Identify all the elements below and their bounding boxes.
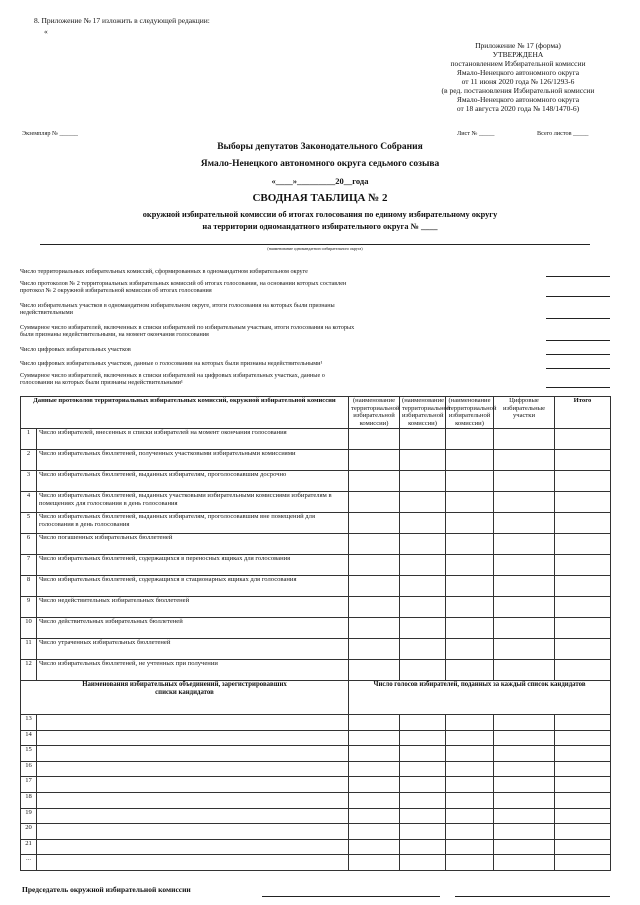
table-row: 7 Число избирательных бюллетеней, содержащихся в переносных ящиках для голосования [21, 555, 611, 576]
table-header: Данные протоколов территориальных избирательных комиссий, окружной избирательной комиссии [21, 397, 349, 429]
summary-item: Число территориальных избирательных комиссий, сформированных в одномандатном избирательном округе [20, 268, 308, 275]
party-row: 17 [21, 777, 611, 793]
election-subtitle: Ямало-Ненецкого автономного округа седьмого созыва [200, 159, 440, 169]
district-name-caption: (наименование одномандатного избирательного округа) [267, 246, 363, 251]
parties-header: Наименования избирательных объединений, зарегистрировавших списки кандидатов [21, 681, 349, 715]
approval-line: Ямало-Ненецкого автономного округа [456, 68, 580, 77]
page-subtitle-1: окружной избирательной комиссии об итогах голосования по единому избирательному округу [142, 210, 498, 219]
table-row: 12 Число избирательных бюллетеней, не учтенных при получении [21, 660, 611, 681]
summary-blank [546, 340, 610, 341]
page-subtitle-2: на территории одномандатного избирательного округа № ____ [202, 222, 438, 231]
table-row: 4 Число избирательных бюллетеней, выданных участковыми избирательными комиссиями избирателям в помещениях для голосования в день голосования [21, 492, 611, 513]
summary-item: Суммарное число избирателей, включенных в списки избирателей по избирательным участкам, итоги голосования на которых были признаны недействительными, на момент окончания голосования [20, 324, 355, 339]
parties-header-row [21, 681, 611, 715]
party-row: 18 [21, 792, 611, 808]
party-row: 19 [21, 808, 611, 824]
col-total: Итого [555, 397, 611, 429]
table-row: 11 Число утраченных избирательных бюллетеней [21, 639, 611, 660]
col-digital: Цифровые избирательные участки [494, 397, 555, 429]
district-name-line [40, 244, 590, 245]
table-row: 1 Число избирателей, внесенных в списки избирателей на момент окончания голосования [21, 429, 611, 450]
party-row: 21 [21, 839, 611, 855]
summary-item: Суммарное число избирателей, включенных в списки избирателей на цифровых избирательных участках, данные о голосовании на которых были признаны недействительными¹ [20, 372, 325, 387]
table-row: 6 Число погашенных избирательных бюллетеней [21, 534, 611, 555]
document-date: «____»_________20__года [271, 176, 369, 186]
col-tik: (наименование территориальной избирательной комиссии) [349, 397, 400, 429]
approval-line: (в ред. постановления Избирательной комиссии [441, 86, 595, 95]
party-row: 20 [21, 824, 611, 840]
chair-signature-label: Председатель окружной избирательной комиссии [22, 885, 191, 894]
col-tik: (наименование территориальной избирательной комиссии) [400, 397, 446, 429]
party-row: ... [21, 855, 611, 871]
summary-blank [546, 296, 610, 297]
approval-line: постановлением Избирательной комиссии [450, 59, 586, 68]
table-row: 3 Число избирательных бюллетеней, выданных избирателям, проголосовавшим досрочно [21, 471, 611, 492]
summary-blank [546, 318, 610, 319]
table-row: 8 Число избирательных бюллетеней, содержащихся в стационарных ящиках для голосования [21, 576, 611, 597]
summary-blank [546, 354, 610, 355]
approval-block [400, 41, 636, 113]
summary-item: Число цифровых избирательных участков, данные о голосовании на которых были признаны недействительными¹ [20, 360, 323, 367]
election-title: Выборы депутатов Законодательного Собрания [217, 142, 423, 152]
signature-line [262, 896, 440, 897]
table-row: 9 Число недействительных избирательных бюллетеней [21, 597, 611, 618]
summary-blank [546, 368, 610, 369]
approval-line: УТВЕРЖДЕНА [492, 50, 544, 59]
party-row: 13 [21, 715, 611, 731]
approval-line: от 11 июня 2020 года № 126/1293-6 [461, 77, 575, 86]
intro-quote: « [44, 27, 48, 36]
table-row: 10 Число действительных избирательных бюллетеней [21, 618, 611, 639]
col-tik: (наименование территориальной избирательной комиссии) [446, 397, 494, 429]
party-row: 14 [21, 730, 611, 746]
votes-header: Число голосов избирателей, поданных за каждый список кандидатов [349, 681, 611, 715]
table-row: 5 Число избирательных бюллетеней, выданных избирателям, проголосовавшим вне помещений для голосования в день голосования [21, 513, 611, 534]
summary-blank [546, 387, 610, 388]
summary-blank [546, 276, 610, 277]
summary-item: Число протоколов № 2 территориальных избирательных комиссий об итогах голосования, на основании которых составлен протокол № 2 окружной избирательной комиссии об итогах голосования [20, 280, 347, 295]
summary-item: Число избирательных участков в одномандатном избирательном округе, итоги голосования на которых были признаны недействительными [20, 302, 335, 317]
name-line [455, 896, 610, 897]
summary-item: Число цифровых избирательных участков [20, 346, 131, 353]
table-header-row [21, 397, 611, 429]
approval-line: Ямало-Ненецкого автономного округа [456, 95, 580, 104]
table-row: 2 Число избирательных бюллетеней, полученных участковыми избирательными комиссиями [21, 450, 611, 471]
copy-number: Экземпляр № ______ [22, 130, 79, 137]
sheet-number: Лист № _____ [457, 130, 495, 137]
approval-line: Приложение № 17 (форма) [475, 41, 561, 50]
results-table [20, 396, 611, 871]
party-row: 15 [21, 746, 611, 762]
approval-line: от 18 августа 2020 года № 148/1470-6) [456, 104, 580, 113]
total-sheets: Всего листов _____ [537, 130, 589, 137]
page-title: СВОДНАЯ ТАБЛИЦА № 2 [252, 192, 388, 204]
intro-item: 8. Приложение № 17 изложить в следующей редакции: [34, 16, 210, 25]
party-row: 16 [21, 761, 611, 777]
